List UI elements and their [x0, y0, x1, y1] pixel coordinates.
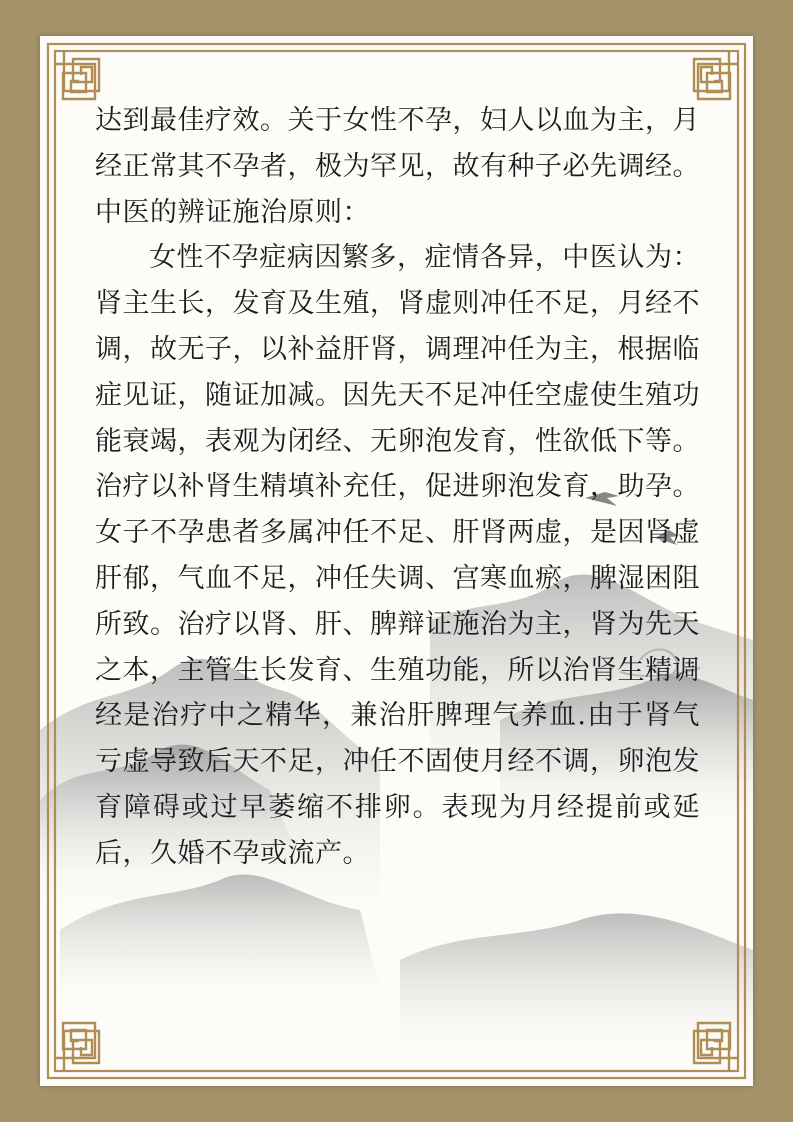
fret-corner-bottom-left: [55, 1023, 99, 1071]
section-heading: 中医的辨证施治原则：: [95, 196, 370, 228]
article-body: [95, 98, 700, 877]
paragraph-intro: 达到最佳疗效。关于女性不孕，妇人以血为主，月经正常其不孕者，极为罕见，故有种子必先调经。: [95, 105, 700, 182]
fret-corner-bottom-right: [694, 1023, 738, 1071]
fret-corner-top-left: [55, 51, 99, 99]
paragraph-principles: 女性不孕症病因繁多，症情各异，中医认为：肾主生长，发育及生殖，肾虚则冲任不足，月经不调，故无子，以补益肝肾，调理冲任为主，根据临症见证，随证加减。因先天不足冲任空虚使生殖功能衰竭，表观为闭经、无卵泡发育，性欲低下等。治疗以补肾生精填补充任，促进卵泡发育，助孕。女子不孕患者多属冲任不足、肝肾两虚，是因肾虚肝郁，气血不足，冲任失调、宫寒血瘀，脾湿困阻所致。治疗以肾、肝、脾辩证施治为主，肾为先天之本，主管生长发育、生殖功能，所以治肾生精调经是治疗中之精华，兼治肝脾理气养血.由于肾气亏虚导致后天不足，冲任不固使月经不调，卵泡发育障碍或过早萎缩不排卵。表现为月经提前或延后，久婚不孕或流产。: [95, 242, 700, 869]
fret-corner-top-right: [694, 51, 738, 99]
